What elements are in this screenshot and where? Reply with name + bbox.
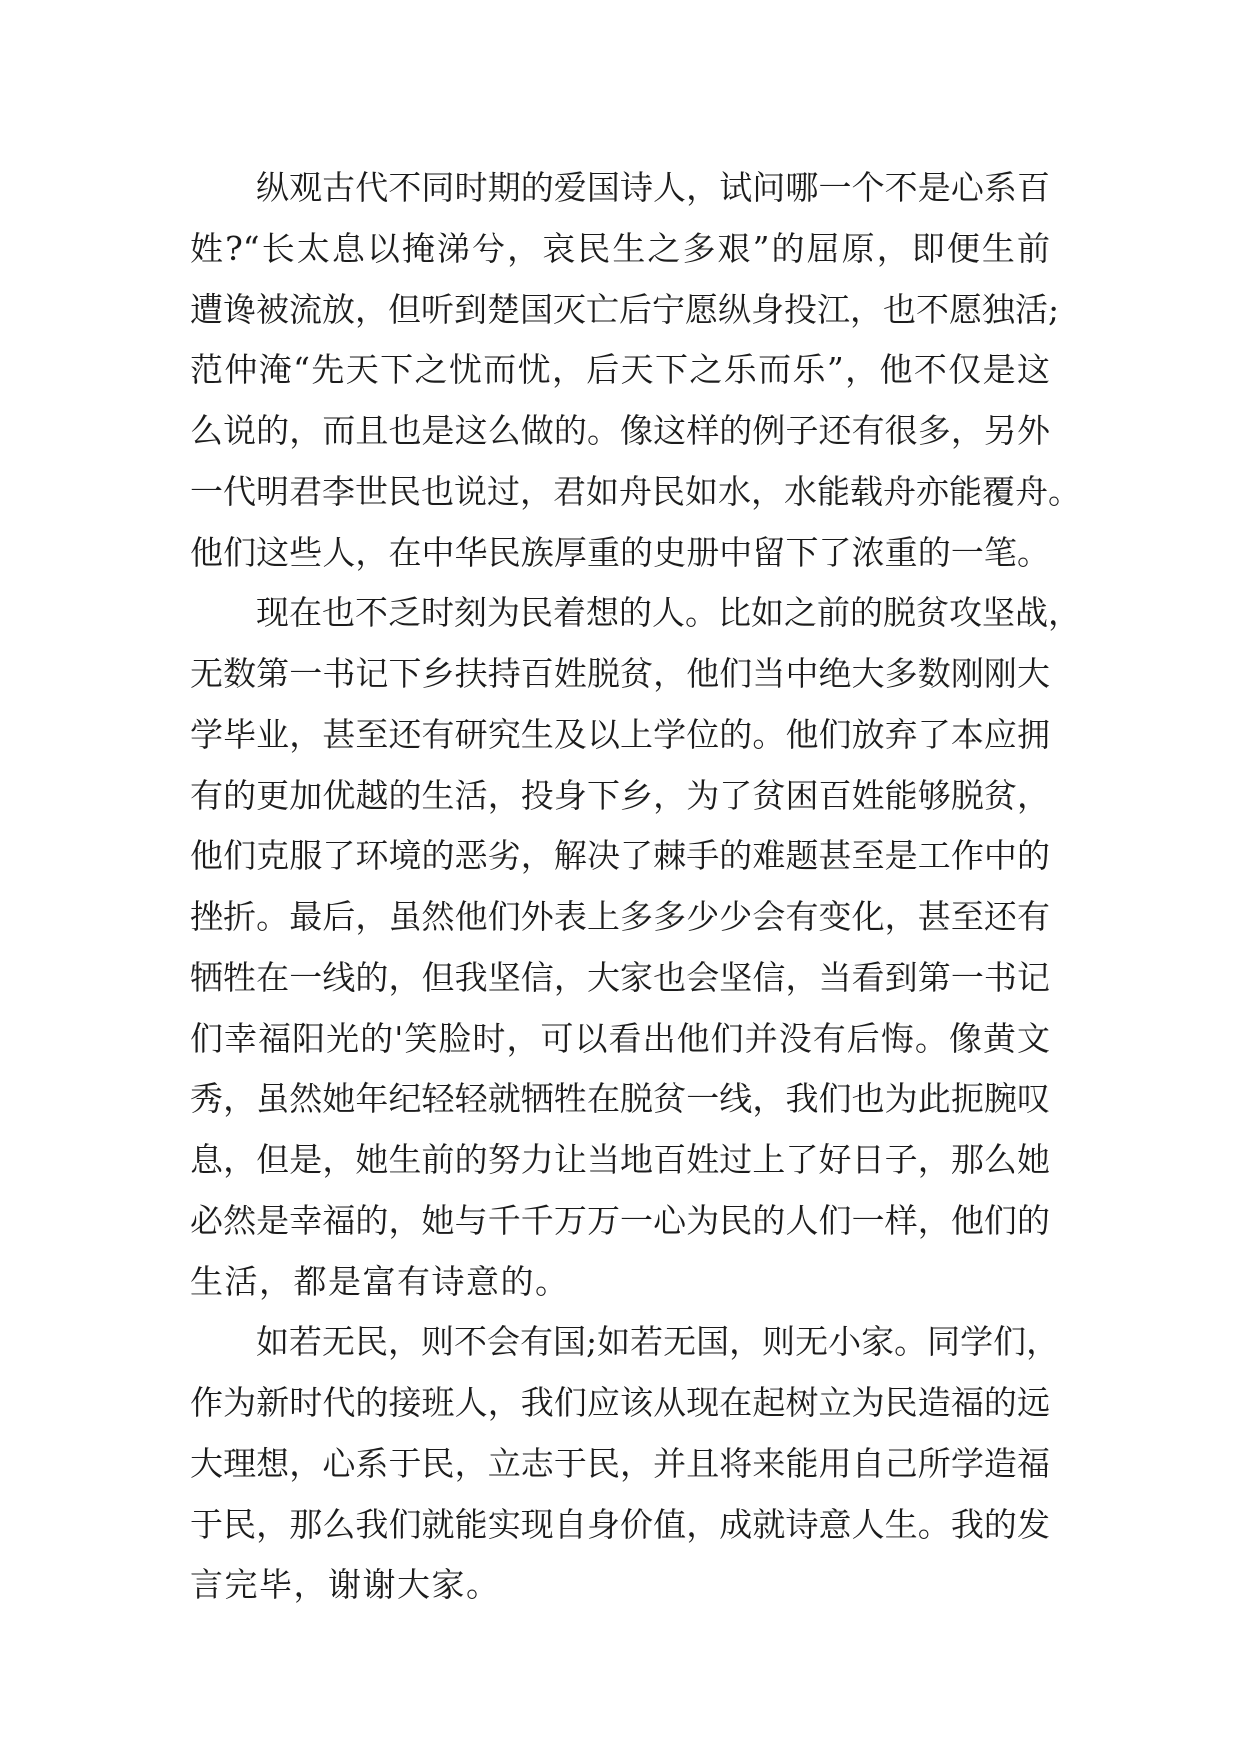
text-line: 有的更加优越的生活，投身下乡，为了贫困百姓能够脱贫，: [190, 775, 1050, 815]
text-line: 生活，都是富有诗意的。: [190, 1261, 570, 1301]
text-line: 姓?“长太息以掩涕兮，哀民生之多艰”的屈原，即便生前: [190, 228, 1050, 268]
paragraph: [190, 583, 1081, 1312]
text-line: 一代明君李世民也说过，君如舟民如水，水能载舟亦能覆舟。: [190, 471, 1081, 511]
text-line: 无数第一书记下乡扶持百姓脱贫，他们当中绝大多数刚刚大: [190, 654, 1050, 693]
text-line: 言完毕，谢谢大家。: [190, 1565, 501, 1605]
text-line: 于民，那么我们就能实现自身价值，成就诗意人生。我的发: [190, 1504, 1050, 1544]
text-line: 大理想，心系于民，立志于民，并且将来能用自己所学造福: [190, 1443, 1050, 1483]
text-line: 秀，虽然她年纪轻轻就牺牲在脱贫一线，我们也为此扼腕叹: [190, 1079, 1050, 1119]
text-line: 他们克服了环境的恶劣，解决了棘手的难题甚至是工作中的: [190, 836, 1050, 876]
text-line: 纵观古代不同时期的爱国诗人，试问哪一个不是心系百: [256, 168, 1050, 207]
text-line: 必然是幸福的，她与千千万万一心为民的人们一样，他们的: [190, 1200, 1050, 1240]
paragraph: [190, 1312, 1060, 1616]
text-line: 遭谗被流放，但听到楚国灭亡后宁愿纵身投江，也不愿独活;: [190, 289, 1060, 329]
paragraph: [190, 158, 1081, 583]
text-line: 作为新时代的接班人，我们应该从现在起树立为民造福的远: [190, 1383, 1050, 1422]
text-line: 范仲淹“先天下之忧而忧，后天下之乐而乐”，他不仅是这: [190, 350, 1050, 390]
text-line: 息，但是，她生前的努力让当地百姓过上了好日子，那么她: [190, 1140, 1050, 1179]
text-line: 么说的，而且也是这么做的。像这样的例子还有很多，另外: [190, 411, 1050, 450]
text-line: 现在也不乏时刻为民着想的人。比如之前的脱贫攻坚战，: [256, 593, 1081, 633]
text-line: 他们这些人，在中华民族厚重的史册中留下了浓重的一笔。: [190, 532, 1050, 572]
text-line: 如若无民，则不会有国;如若无国，则无小家。同学们，: [256, 1322, 1060, 1362]
text-line: 牺牲在一线的，但我坚信，大家也会坚信，当看到第一书记: [190, 957, 1050, 997]
text-line: 学毕业，甚至还有研究生及以上学位的。他们放弃了本应拥: [190, 714, 1050, 754]
document-body: [190, 158, 1081, 1616]
text-line: 挫折。最后，虽然他们外表上多多少少会有变化，甚至还有: [190, 897, 1050, 936]
text-line: 们幸福阳光的'笑脸时，可以看出他们并没有后悔。像黄文: [190, 1018, 1050, 1058]
